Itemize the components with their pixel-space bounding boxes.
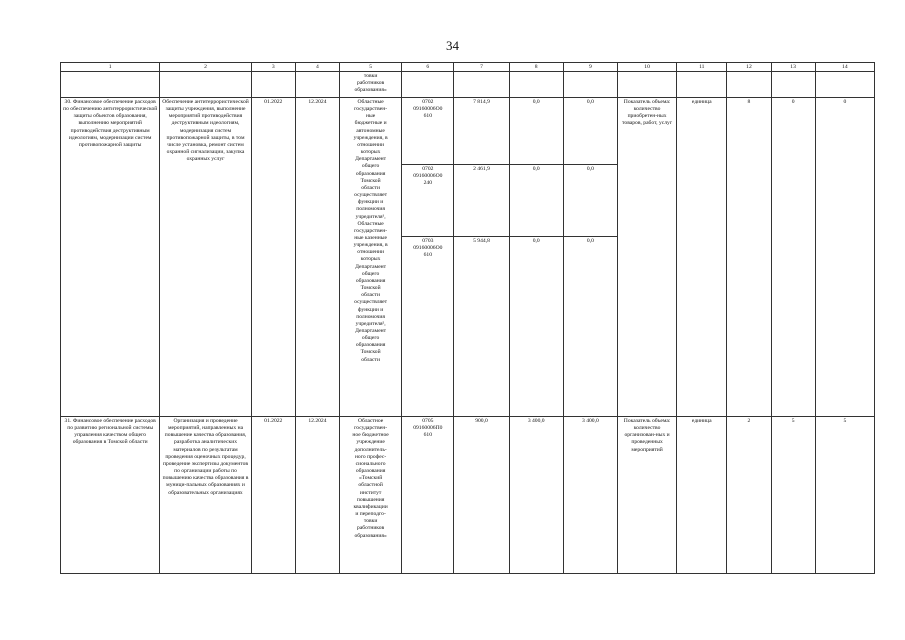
start-date: 01.2022 (251, 98, 295, 417)
cell (454, 72, 509, 98)
indicator-value-1: 8 (727, 98, 771, 417)
indicator-unit: единица (677, 417, 727, 574)
executor-cell: Областные государствен- ные бюджетные и автономные учреждения, в отношении которых Департамент общего образования Томской области осуществляет функции и полномочия учредителя¹, Областные государствен- ные казенные учреждения, в отношении которых Департамент общего образования Томской области осуществляет функции и полномочия учредителя², Департамент общего образования Томской области (340, 98, 402, 417)
column-number: 8 (509, 63, 563, 72)
amount-year-1: 5 944,8 (454, 237, 509, 417)
executor-cell: Областное государствен- ное бюджетное учреждение дополнитель- ного профес- сионального образования «Томский областной институт повышения квалификации и переподго- товки работников образования» (340, 417, 402, 574)
indicator-unit: единица (677, 98, 727, 417)
cell (677, 72, 727, 98)
cell (815, 72, 874, 98)
column-number: 6 (402, 63, 454, 72)
column-number: 12 (727, 63, 771, 72)
executor-cell: товки работников образования» (340, 72, 402, 98)
indicator-value-3: 0 (815, 98, 874, 417)
page-number: 34 (446, 38, 459, 53)
column-number: 1 (61, 63, 160, 72)
start-date: 01.2022 (251, 417, 295, 574)
activity-description: Организация и проведение мероприятий, направленных на повышение качества образования, разработка аналитических материалов по результатам проведения оценочных процедур, проведение экспертизы документов по организации работы по повышению качества образования в муници-пальных образованиях и образовательных организациях (160, 417, 251, 574)
end-date: 12.2024 (295, 417, 339, 574)
amount-year-1: 2 461,9 (454, 165, 509, 237)
cell (771, 72, 815, 98)
end-date: 12.2024 (295, 98, 339, 417)
activity-name: 31. Финансовое обеспечение расходов по развитию региональной системы управления качеством общего образования в Томской области (61, 417, 160, 574)
column-number: 13 (771, 63, 815, 72)
column-number: 9 (563, 63, 617, 72)
column-number: 14 (815, 63, 874, 72)
table-row-31 (61, 417, 875, 574)
program-activities-table (60, 62, 875, 574)
column-number: 2 (160, 63, 251, 72)
column-number: 5 (340, 63, 402, 72)
amount-year-2: 3 400,0 (509, 417, 563, 574)
column-number: 11 (677, 63, 727, 72)
amount-year-3: 3 400,0 (563, 417, 617, 574)
indicator-value-3: 5 (815, 417, 874, 574)
budget-code: 0702 09160006О0 240 (402, 165, 454, 237)
budget-code: 0703 09160006О0 610 (402, 237, 454, 417)
column-number: 7 (454, 63, 509, 72)
indicator-name: Показатель объема: количество организован-ных и проведенных мероприятий (617, 417, 676, 574)
amount-year-2: 0,0 (509, 165, 563, 237)
amount-year-3: 0,0 (563, 237, 617, 417)
cell (295, 72, 339, 98)
table-row-30 (61, 98, 875, 165)
cell (563, 72, 617, 98)
cell (509, 72, 563, 98)
activity-name: 30. Финансовое обеспечение расходов по обеспечению антитеррористической защиты объектов образования, выполнению мероприятий противодействия деструктивным идеологиям, модернизации систем противопожарной защиты (61, 98, 160, 417)
column-number: 10 (617, 63, 676, 72)
column-number: 4 (295, 63, 339, 72)
indicator-value-1: 2 (727, 417, 771, 574)
budget-code: 0702 09160006О0 610 (402, 98, 454, 165)
cell (727, 72, 771, 98)
indicator-name: Показатель объема: количество приобретен-ных товаров, работ, услуг (617, 98, 676, 417)
cell (617, 72, 676, 98)
continuation-row (61, 72, 875, 98)
budget-code: 0705 09160006П0 610 (402, 417, 454, 574)
indicator-value-2: 0 (771, 98, 815, 417)
amount-year-3: 0,0 (563, 165, 617, 237)
column-number-row (61, 63, 875, 72)
cell (402, 72, 454, 98)
cell (160, 72, 251, 98)
cell (251, 72, 295, 98)
amount-year-2: 0,0 (509, 237, 563, 417)
amount-year-3: 0,0 (563, 98, 617, 165)
amount-year-2: 0,0 (509, 98, 563, 165)
column-number: 3 (251, 63, 295, 72)
activity-description: Обеспечение антитеррористической защиты учреждения, выполнение мероприятий противодействия деструктивным идеологиям, модернизация систем противопожарной защиты, в том числе установка, ремонт систем охранной сигнализации, закупка охранных услуг (160, 98, 251, 417)
indicator-value-2: 5 (771, 417, 815, 574)
amount-year-1: 900,0 (454, 417, 509, 574)
amount-year-1: 7 814,9 (454, 98, 509, 165)
cell (61, 72, 160, 98)
